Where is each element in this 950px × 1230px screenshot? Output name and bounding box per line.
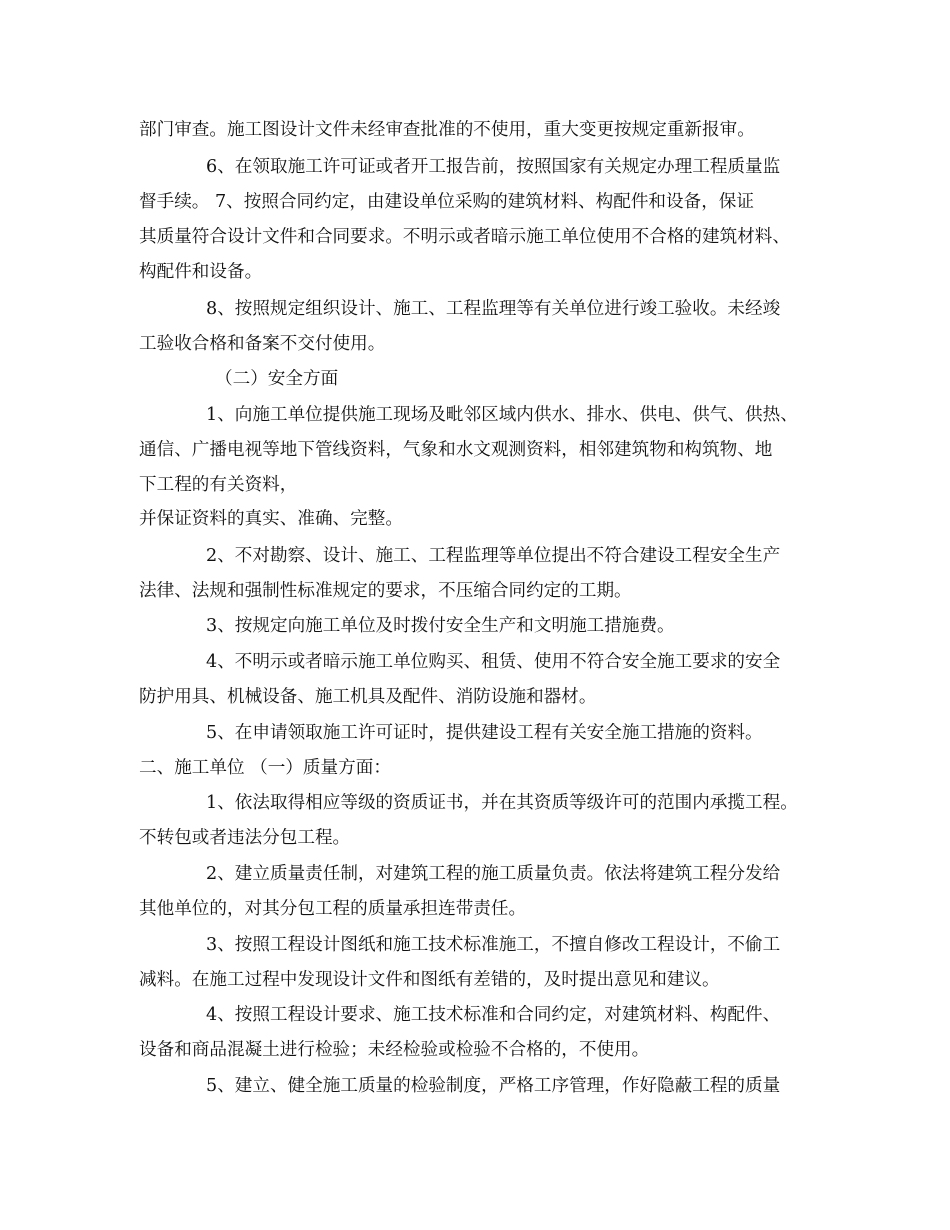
section-heading: （二）安全方面 [215,369,339,389]
text-line: 2、不对勘察、设计、施工、工程监理等单位提出不符合建设工程安全生产 [206,546,781,566]
text-line: 3、按照工程设计图纸和施工技术标准施工，不擅自修改工程设计，不偷工 [206,935,781,955]
text-line: 工验收合格和备案不交付使用。 [139,334,386,354]
text-line: 其质量符合设计文件和合同要求。不明示或者暗示施工单位使用不合格的建筑材料、 [139,227,790,247]
text-line: 4、按照工程设计要求、施工技术标准和合同约定，对建筑材料、构配件、 [206,1005,781,1025]
text-line: 下工程的有关资料， [139,475,298,495]
text-line: 构配件和设备。 [139,262,263,282]
text-line: 6、在领取施工许可证或者开工报告前，按照国家有关规定办理工程质量监 [206,157,781,177]
text-line: 部门审查。施工图设计文件未经审查批准的不使用，重大变更按规定重新报审。 [139,120,755,140]
text-line: 法律、法规和强制性标准规定的要求，不压缩合同约定的工期。 [139,581,632,601]
text-line: 1、依法取得相应等级的资质证书，并在其资质等级许可的范围内承揽工程。 [206,793,798,813]
text-line: 减料。在施工过程中发现设计文件和图纸有差错的，及时提出意见和建议。 [139,970,720,990]
text-line: 通信、广播电视等地下管线资料，气象和水文观测资料，相邻建筑物和构筑物、地 [139,440,773,460]
text-line: 3、按规定向施工单位及时拨付安全生产和文明施工措施费。 [206,616,675,636]
text-line: 防护用具、机械设备、施工机具及配件、消防设施和器材。 [139,687,597,707]
text-line: 督手续。 7、按照合同约定，由建设单位采购的建筑材料、构配件和设备，保证 [139,192,754,212]
text-line: 并保证资料的真实、准确、完整。 [139,509,403,529]
text-line: 设备和商品混凝土进行检验；未经检验或检验不合格的，不使用。 [139,1040,650,1060]
text-line: 5、在申请领取施工许可证时，提供建设工程有关安全施工措施的资料。 [206,723,763,743]
text-line: 4、不明示或者暗示施工单位购买、租赁、使用不符合安全施工要求的安全 [206,652,781,672]
text-line: 8、按照规定组织设计、施工、工程监理等有关单位进行竣工验收。未经竣 [206,299,781,319]
text-line: 其他单位的，对其分包工程的质量承担连带责任。 [139,899,527,919]
text-line: 1、向施工单位提供施工现场及毗邻区域内供水、排水、供电、供气、供热、 [206,405,798,425]
text-line: 2、建立质量责任制，对建筑工程的施工质量负责。依法将建筑工程分发给 [206,864,781,884]
section-heading: 二、施工单位 （一）质量方面： [139,758,391,778]
text-line: 不转包或者违法分包工程。 [139,828,351,848]
text-line: 5、建立、健全施工质量的检验制度，严格工序管理，作好隐蔽工程的质量 [206,1076,781,1096]
